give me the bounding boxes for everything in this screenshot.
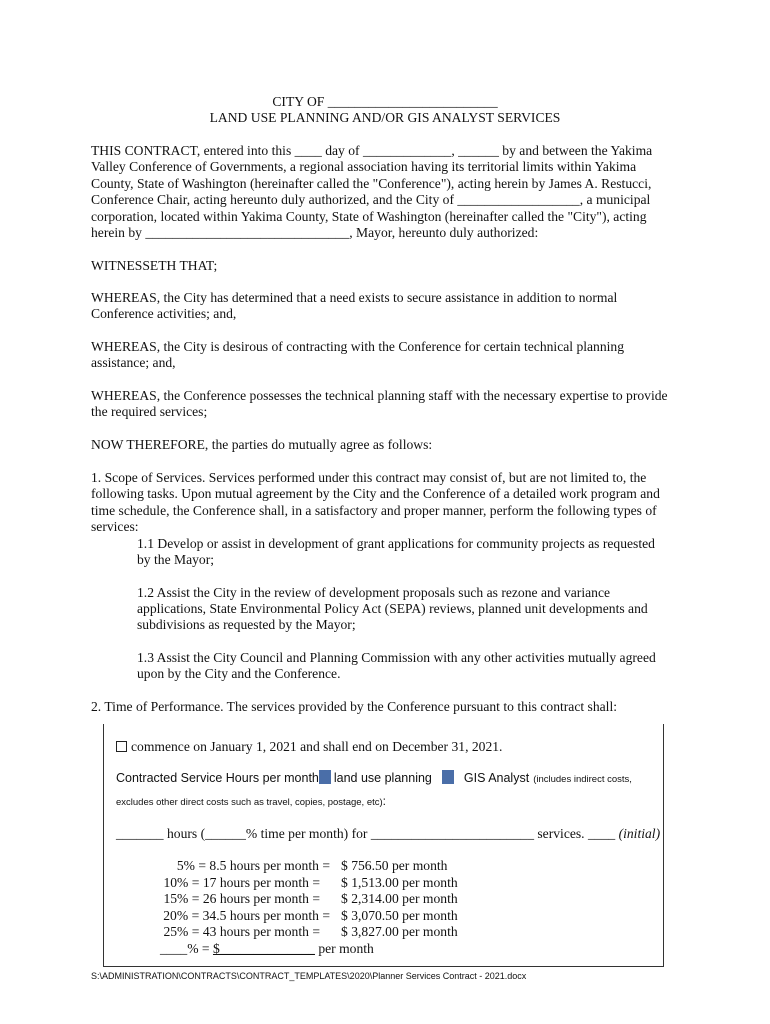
rate-percent: 5% = 8.5 hours per month = [176,858,330,873]
gis-analyst-checkbox[interactable] [442,770,454,784]
custom-rate-tail: per month [314,941,374,956]
whereas-line: the required services; [91,404,208,419]
scope-line: 1. Scope of Services. Services performed under this contract may consist of, but are not limited to, the [91,470,647,485]
intro-line: corporation, located within Yakima County, State of Washington (hereinafter called the "City"), acting [91,209,647,224]
gis-note-text: excludes other direct costs such as travel, copies, postage, etc) [116,797,383,808]
commence-row [116,739,502,755]
scope-line: time schedule, the Conference shall, in a satisfactory and proper manner, perform the following types of [91,503,657,518]
file-path-footer: S:\ADMINISTRATION\CONTRACTS\CONTRACT_TEMPLATES\2020\Planner Services Contract - 2021.docx [91,971,527,981]
rate-amount: $ 756.50 per month [341,858,448,873]
scope-item-1-1: 1.1 Develop or assist in development of grant applications for community projects as requested [137,536,655,551]
scope-line: services: [91,519,139,534]
whereas-line: assistance; and, [91,355,176,370]
land-use-checkbox[interactable] [319,770,331,784]
rate-amount: $ 2,314.00 per month [341,891,458,906]
rate-amount: $ 3,827.00 per month [341,924,458,939]
custom-amount-blank[interactable]: $______________ [212,941,315,956]
gis-analyst-label: GIS Analyst [463,771,530,785]
document-title: LAND USE PLANNING AND/OR GIS ANALYST SERVICES [209,110,561,125]
scope-item-1-3: upon by the City and the Conference. [137,666,341,681]
custom-percent-blank[interactable]: ____% = [160,941,213,956]
hours-line-end: services. ____ [537,826,616,841]
land-use-label: land use planning [333,771,432,785]
rate-amount: $ 1,513.00 per month [341,875,458,890]
scope-item-1-2: applications, State Environmental Policy Act (SEPA) reviews, planned unit developments and [137,601,648,616]
services-blank[interactable]: ________________________ [370,826,534,841]
rate-percent: 10% = 17 hours per month = [163,875,320,890]
witnesseth-heading: WITNESSETH THAT; [91,258,218,273]
scope-item-1-3: 1.3 Assist the City Council and Planning Commission with any other activities mutually agreed [137,650,656,665]
contracted-hours-row [116,770,632,788]
scope-line: following tasks. Upon mutual agreement by the City and the Conference of a detailed work program and [91,486,660,501]
gis-note: (includes indirect costs, [533,774,632,785]
intro-line: County, State of Washington (hereinafter called the "Conference"), acting herein by James A. Restucci, [91,176,652,191]
contracted-hours-label: Contracted Service Hours per month [116,771,319,785]
scope-item-1-2: subdivisions as requested by the Mayor; [137,617,356,632]
rate-percent: 15% = 26 hours per month = [163,891,320,906]
gis-note-continued: excludes other direct costs such as travel, copies, postage, etc): [116,794,387,808]
intro-line: THIS CONTRACT, entered into this ____ day of _____________, ______ by and between the Yakima [91,143,653,158]
whereas-line: WHEREAS, the City is desirous of contracting with the Conference for certain technical planning [91,339,625,354]
rate-amount: $ 3,070.50 per month [341,908,458,923]
scope-item-1-1: by the Mayor; [137,552,215,567]
intro-line: Conference Chair, acting hereunto duly authorized, and the City of __________________, a municipal [91,192,651,207]
commence-checkbox[interactable] [116,741,127,752]
scope-item-1-2: 1.2 Assist the City in the review of development proposals such as rezone and variance [137,585,611,600]
whereas-line: WHEREAS, the Conference possesses the technical planning staff with the necessary expertise to provide [91,388,668,403]
rate-percent: 20% = 34.5 hours per month = [163,908,330,923]
hours-row [116,826,660,842]
initial-label: (initial) [618,826,661,841]
time-of-performance: 2. Time of Performance. The services provided by the Conference pursuant to this contract shall: [91,699,617,714]
whereas-line: WHEREAS, the City has determined that a need exists to secure assistance in addition to normal [91,290,618,305]
intro-line: Valley Conference of Governments, a regional association having its territorial limits within Yakima [91,159,637,174]
hours-line-start: _______ hours (______% time per month) for [116,826,368,841]
intro-line: herein by ______________________________, Mayor, hereunto duly authorized: [91,225,539,240]
rate-percent: 25% = 43 hours per month = [163,924,320,939]
whereas-line: Conference activities; and, [91,306,237,321]
custom-rate-row [160,941,374,957]
city-line: CITY OF _________________________ [272,94,498,109]
commence-text: commence on January 1, 2021 and shall end on December 31, 2021. [131,739,503,754]
now-therefore-line: NOW THEREFORE, the parties do mutually agree as follows: [91,437,433,452]
